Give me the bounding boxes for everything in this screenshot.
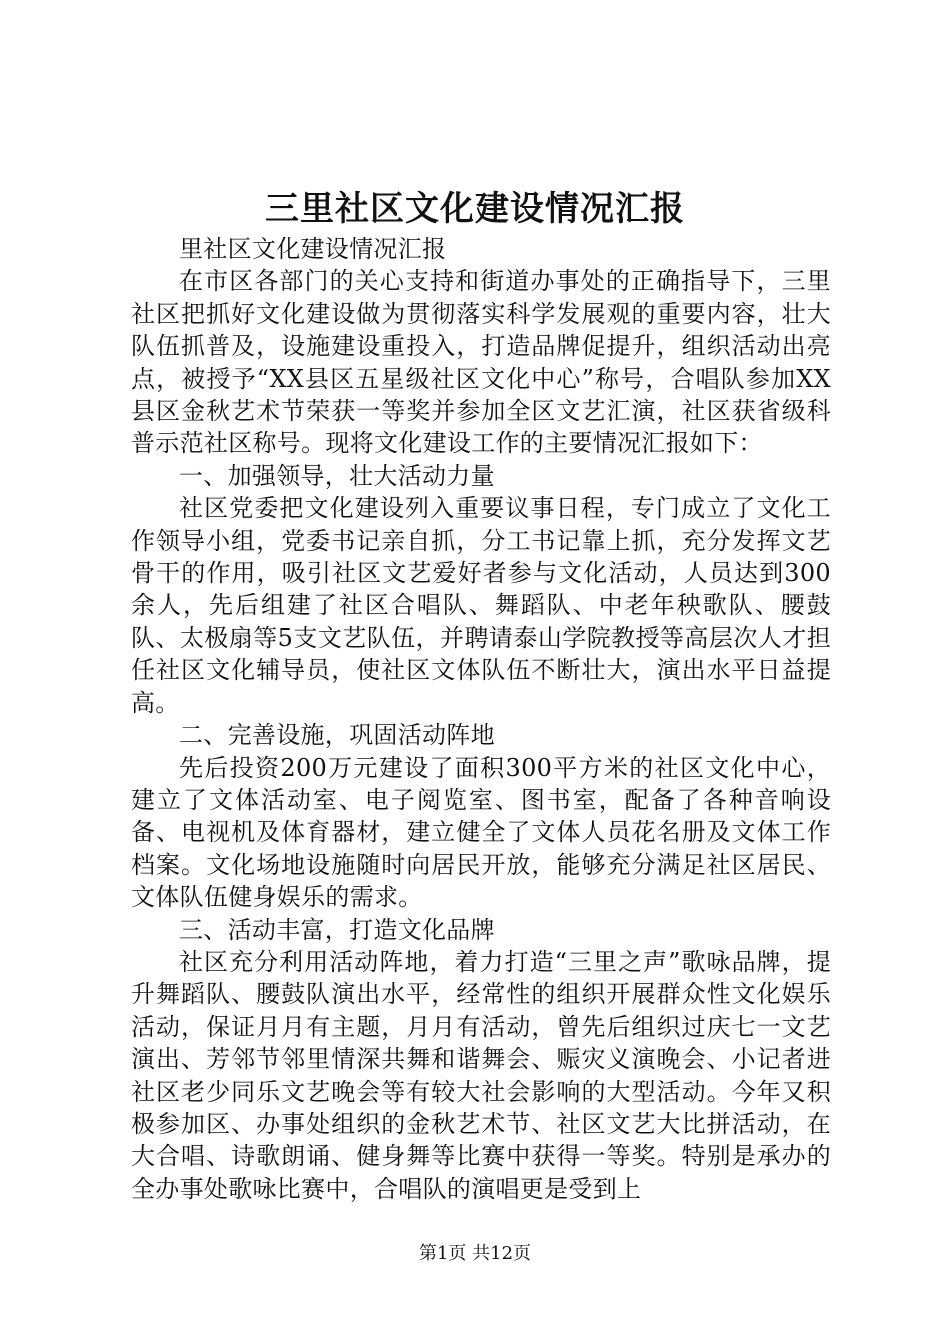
body-paragraph: 在市区各部门的关心支持和街道办事处的正确指导下，三里社区把抓好文化建设做为贯彻落实科学发展观的重要内容，壮大队伍抓普及，设施建设重投入，打造品牌促提升，组织活动出亮点，被授予“XX县区五星级社区文化中心”称号，合唱队参加XX县区金秋艺术节荣获一等奖并参加全区文艺汇演，社区获省级科普示范社区称号。现将文化建设工作的主要情况汇报如下： — [131, 267, 831, 458]
document-title: 三里社区文化建设情况汇报 — [265, 189, 685, 229]
document-body — [131, 233, 831, 1205]
section-heading: 一、加强领导，壮大活动力量 — [179, 461, 495, 490]
body-paragraph: 社区党委把文化建设列入重要议事日程，专门成立了文化工作领导小组，党委书记亲自抓，分工书记靠上抓，充分发挥文艺骨干的作用，吸引社区文艺爱好者参与文化活动，人员达到300余人，先后组建了社区合唱队、舞蹈队、中老年秧歌队、腰鼓队、太极扇等5支文艺队伍，并聘请泰山学院教授等高层次人才担任社区文化辅导员，使社区文体队伍不断壮大，演出水平日益提高。 — [131, 494, 831, 717]
body-paragraph: 社区充分利用活动阵地，着力打造“三里之声”歌咏品牌，提升舞蹈队、腰鼓队演出水平，经常性的组织开展群众性文化娱乐活动，保证月月有主题，月月有活动，曾先后组织过庆七一文艺演出、芳邻节邻里情深共舞和谐舞会、赈灾义演晚会、小记者进社区老少同乐文艺晚会等有较大社会影响的大型活动。今年又积极参加区、办事处组织的金秋艺术节、社区文艺大比拼活动，在大合唱、诗歌朗诵、健身舞等比赛中获得一等奖。特别是承办的全办事处歌咏比赛中，合唱队的演唱更是受到上 — [131, 947, 831, 1203]
body-paragraph: 先后投资200万元建设了面积300平方米的社区文化中心，建立了文体活动室、电子阅览室、图书室，配备了各种音响设备、电视机及体育器材，建立健全了文体人员花名册及文体工作档案。文化场地设施随时向居民开放，能够充分满足社区居民、文体队伍健身娱乐的需求。 — [131, 753, 831, 912]
page-footer: 第1页 共12页 — [418, 1243, 532, 1264]
body-paragraph: 里社区文化建设情况汇报 — [179, 235, 447, 263]
section-heading: 二、完善设施，巩固活动阵地 — [179, 721, 495, 750]
section-heading: 三、活动丰富，打造文化品牌 — [179, 915, 495, 944]
